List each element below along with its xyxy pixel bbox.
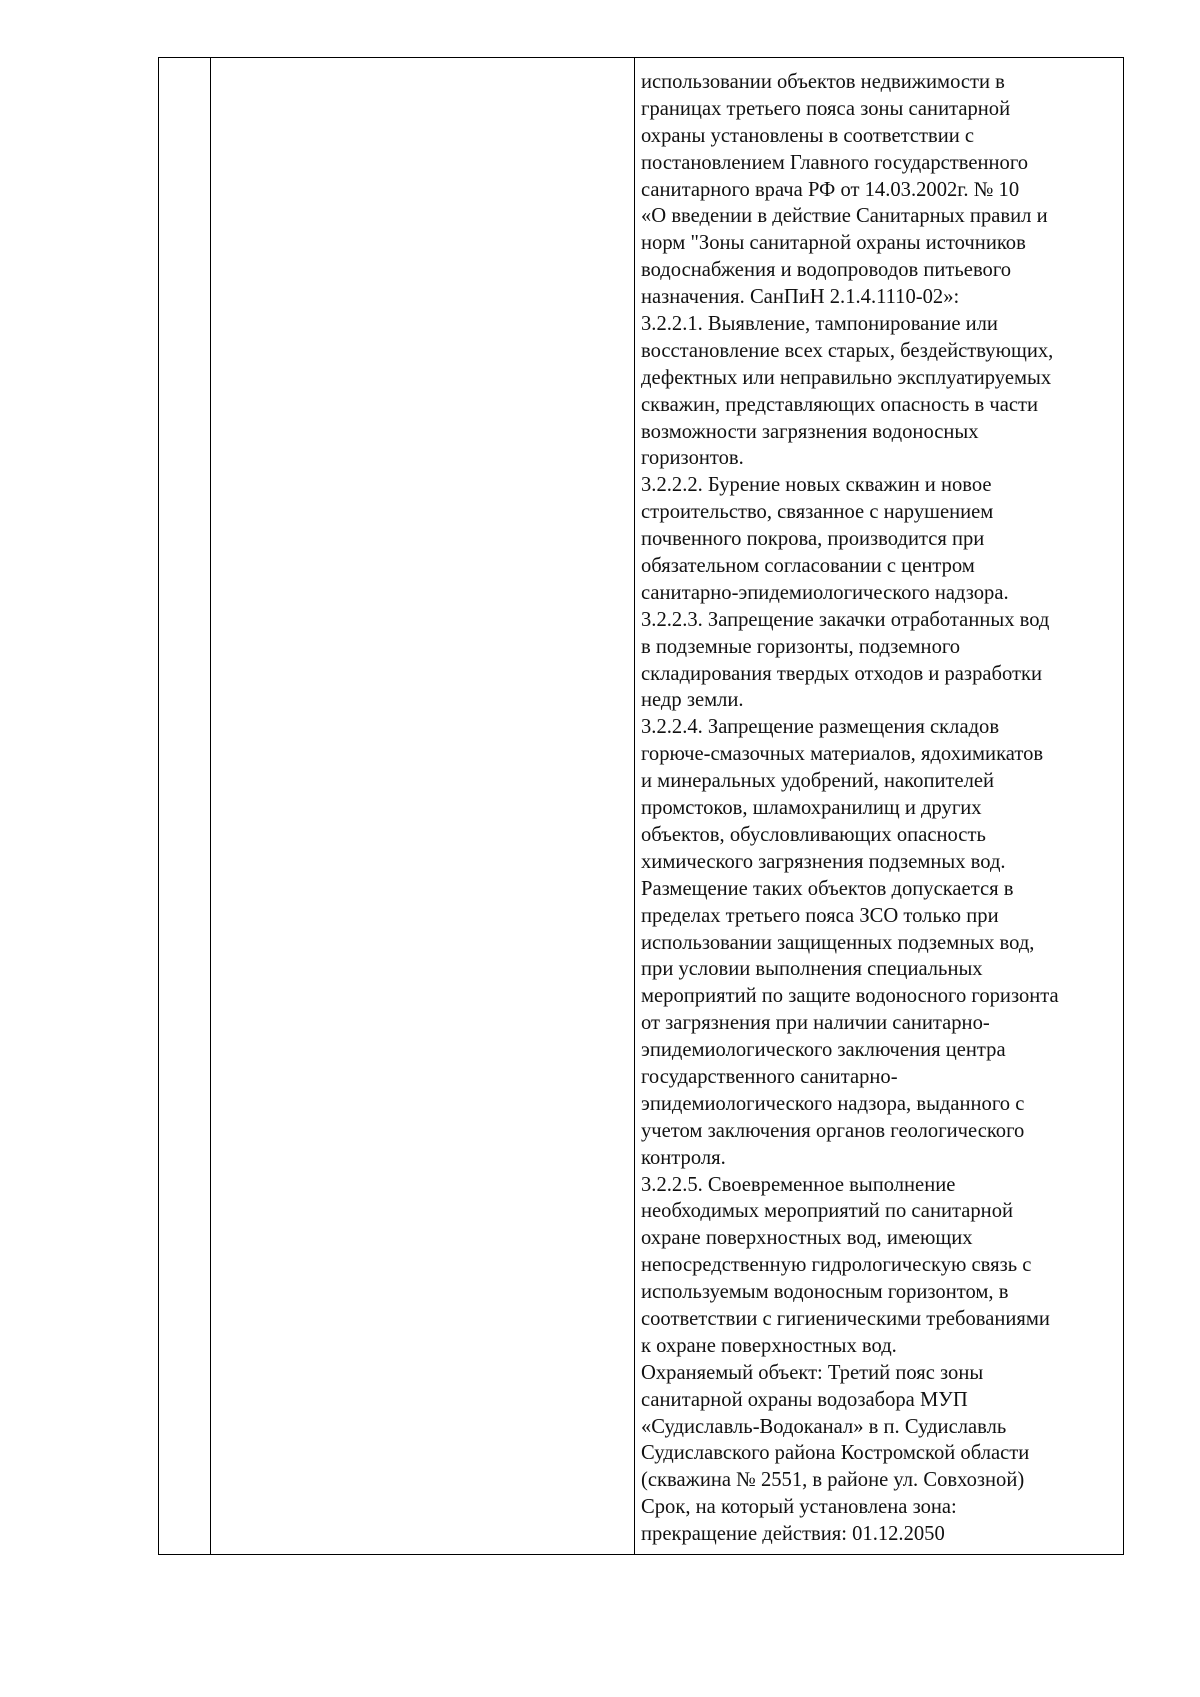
text-line: учетом заключения органов геологического: [641, 1119, 1025, 1142]
text-line: границах третьего пояса зоны санитарной: [641, 97, 1011, 120]
text-line: Охраняемый объект: Третий пояс зоны: [641, 1361, 984, 1384]
text-line: водоснабжения и водопроводов питьевого: [641, 259, 1012, 282]
text-line: 3.2.2.4. Запрещение размещения складов: [641, 716, 1000, 739]
text-line: складирования твердых отходов и разработки: [641, 662, 1043, 685]
column-divider-1: [210, 58, 211, 1554]
text-line: горизонтов.: [641, 447, 744, 470]
text-line: соответствии с гигиеническими требованиями: [641, 1307, 1050, 1330]
text-line: восстановление всех старых, бездействующих,: [641, 339, 1054, 362]
text-line: Размещение таких объектов допускается в: [641, 877, 1014, 900]
column-divider-2: [634, 58, 635, 1554]
text-line: почвенного покрова, производится при: [641, 528, 985, 551]
text-line: эпидемиологического заключения центра: [641, 1039, 1006, 1062]
text-line: назначения. СанПиН 2.1.4.1110-02»:: [641, 286, 960, 309]
text-line: промстоков, шламохранилищ и других: [641, 797, 982, 820]
text-line: строительство, связанное с нарушением: [641, 501, 994, 524]
text-line: необходимых мероприятий по санитарной: [641, 1200, 1014, 1223]
text-line: использовании объектов недвижимости в: [641, 71, 1005, 93]
text-line: (скважина № 2551, в районе ул. Совхозной): [641, 1469, 1025, 1492]
text-line: норм "Зоны санитарной охраны источников: [641, 232, 1026, 255]
text-line: государственного санитарно-: [641, 1065, 898, 1088]
text-line: в подземные горизонты, подземного: [641, 635, 961, 658]
text-line: охраны установлены в соответствии с: [641, 124, 975, 147]
text-line: мероприятий по защите водоносного горизонта: [641, 985, 1059, 1008]
text-line: 3.2.2.2. Бурение новых скважин и новое: [641, 474, 992, 497]
text-line: возможности загрязнения водоносных: [641, 420, 979, 443]
text-line: горюче-смазочных материалов, ядохимикатов: [641, 743, 1044, 766]
text-line: эпидемиологического надзора, выданного с: [641, 1092, 1025, 1115]
text-line: «О введении в действие Санитарных правил и: [641, 205, 1048, 228]
text-line: химического загрязнения подземных вод.: [641, 850, 1006, 873]
text-line: дефектных или неправильно эксплуатируемых: [641, 366, 1052, 389]
text-line: охране поверхностных вод, имеющих: [641, 1227, 973, 1250]
text-line: недр земли.: [641, 689, 744, 712]
text-line: и минеральных удобрений, накопителей: [641, 770, 995, 793]
text-line: использовании защищенных подземных вод,: [641, 931, 1035, 954]
text-line: санитарного врача РФ от 14.03.2002г. № 10: [641, 178, 1020, 201]
text-line: к охране поверхностных вод.: [641, 1334, 897, 1357]
document-table: [158, 57, 1124, 1555]
text-line: при условии выполнения специальных: [641, 958, 983, 981]
text-line: непосредственную гидрологическую связь с: [641, 1254, 1032, 1277]
table-cell-description: [641, 69, 1123, 1548]
text-line: санитарной охраны водозабора МУП: [641, 1388, 968, 1411]
text-line: 3.2.2.5. Своевременное выполнение: [641, 1173, 956, 1196]
text-line: объектов, обусловливающих опасность: [641, 823, 986, 846]
text-line: от загрязнения при наличии санитарно-: [641, 1012, 990, 1035]
text-line: пределах третьего пояса ЗСО только при: [641, 904, 999, 927]
text-line: постановлением Главного государственного: [641, 151, 1029, 174]
text-line: прекращение действия: 01.12.2050: [641, 1523, 945, 1546]
text-line: контроля.: [641, 1146, 726, 1169]
text-line: Судиславского района Костромской области: [641, 1442, 1030, 1465]
text-line: «Судиславль-Водоканал» в п. Судиславль: [641, 1415, 1007, 1438]
text-line: используемым водоносным горизонтом, в: [641, 1281, 1009, 1304]
text-line: обязательном согласовании с центром: [641, 555, 975, 578]
text-line: санитарно-эпидемиологического надзора.: [641, 581, 1009, 604]
text-line: 3.2.2.3. Запрещение закачки отработанных вод: [641, 608, 1050, 631]
text-line: 3.2.2.1. Выявление, тампонирование или: [641, 313, 998, 336]
text-line: Срок, на который установлена зона:: [641, 1496, 957, 1519]
text-line: скважин, представляющих опасность в части: [641, 393, 1039, 416]
